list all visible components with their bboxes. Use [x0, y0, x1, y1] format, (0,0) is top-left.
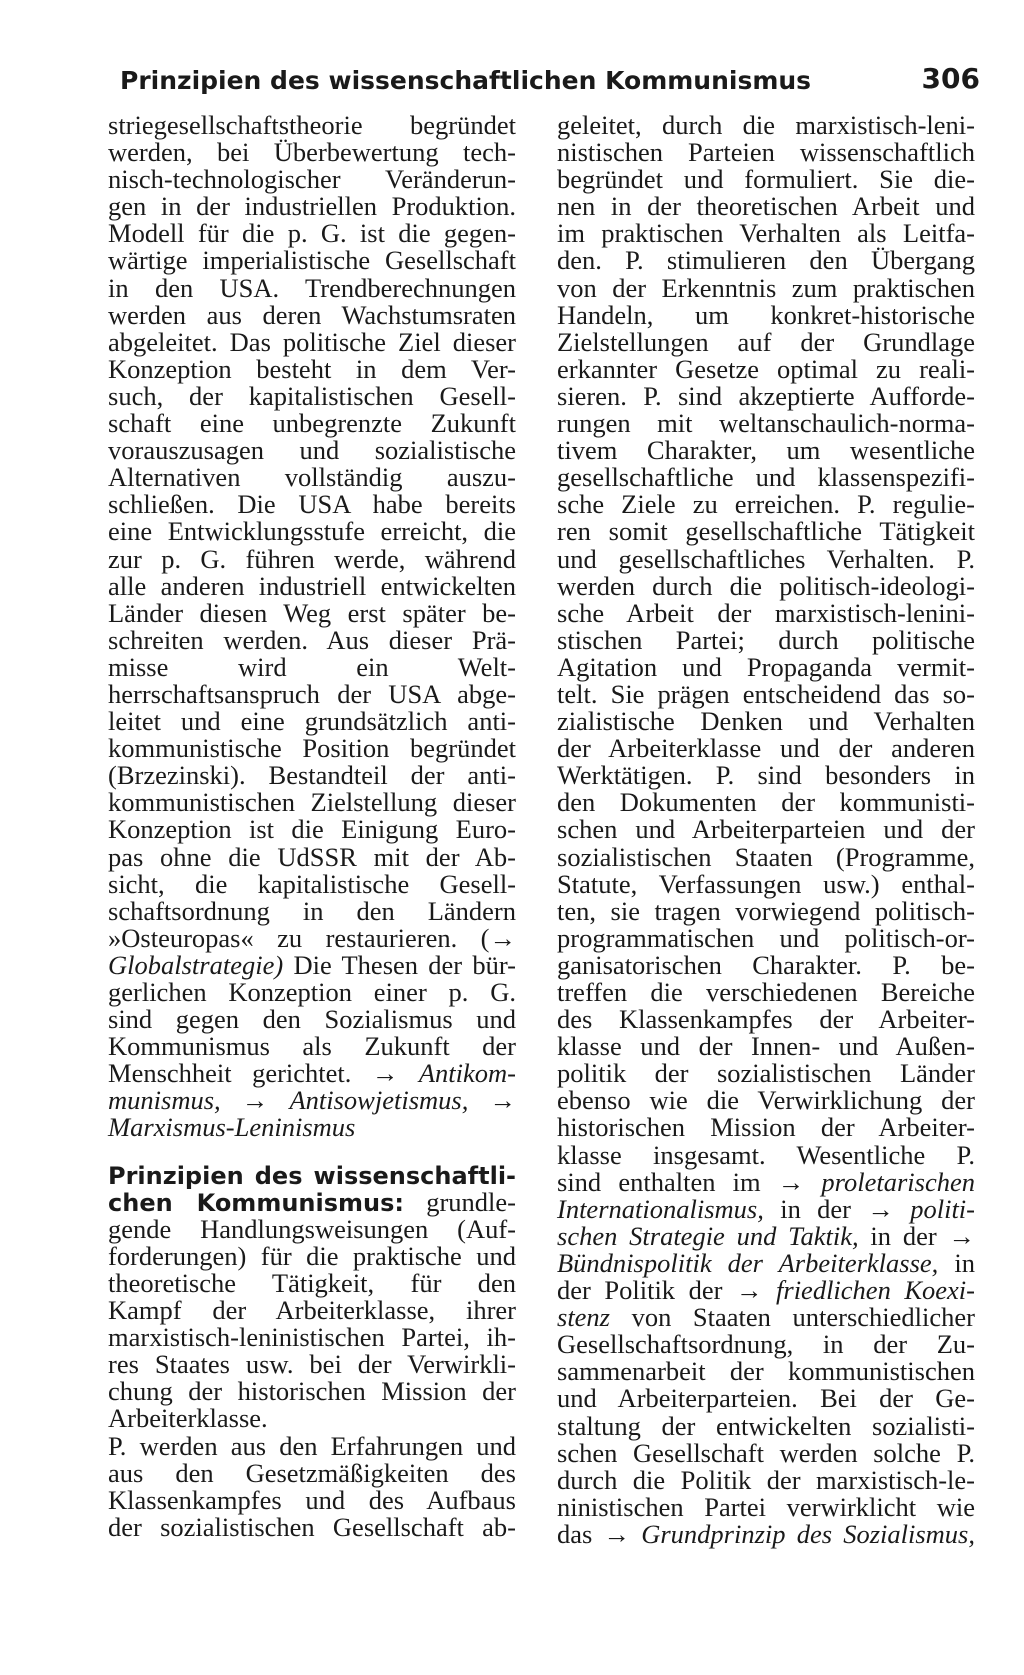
text-line: nisch-technologischer Veränderun- [108, 164, 516, 195]
text-line [557, 1304, 975, 1331]
text-line: aus den Gesetzmäßigkeiten des [108, 1457, 516, 1488]
text-line: politik der sozialistischen Länder [557, 1058, 975, 1089]
text-line: Kampf der Arbeiterklasse, ihrer [108, 1295, 516, 1326]
text-line: klasse insgesamt. Wesentliche P. [557, 1139, 975, 1170]
text-line: und Arbeiterparteien. Bei der Ge- [557, 1383, 975, 1414]
text-span: von Staaten unterschiedlicher [610, 1302, 975, 1333]
text-line: sicht, die kapitalistische Gesell- [108, 868, 516, 899]
text-span: der Politik der → [557, 1275, 777, 1306]
text-line: tivem Charakter, um wesentliche [557, 435, 975, 466]
right-column [557, 112, 975, 1548]
text-line: sche Arbeit der marxistisch-lenini- [557, 597, 975, 628]
text-line: ninistischen Partei verwirklicht wie [557, 1491, 975, 1522]
text-line: programmatischen und politisch-or- [557, 922, 975, 953]
cross-reference[interactable]: stenz [557, 1302, 610, 1333]
text-line: Alternativen vollständig auszu- [108, 462, 516, 493]
text-line: des Klassenkampfes der Arbeiter- [557, 1004, 975, 1035]
page-number: 306 [921, 62, 980, 95]
text-span: Menschheit gerichtet. → [108, 1058, 419, 1089]
text-line: striegesellschaftstheorie begründet [108, 110, 516, 140]
entry-headword: chen Kommunismus: [108, 1188, 404, 1217]
arrow-glyph: → [220, 1085, 290, 1116]
text-line: res Staates usw. bei der Verwirkli- [108, 1349, 516, 1380]
text-line: gerlichen Konzeption einer p. G. [108, 977, 516, 1007]
text-span: sind enthalten im → [557, 1166, 822, 1197]
text-line: erkannter Gesetze optimal zu reali- [557, 353, 975, 384]
text-line: klasse und der Innen- und Außen- [557, 1031, 975, 1062]
text-line: Zielstellungen auf der Grundlage [557, 326, 975, 357]
text-line [108, 1186, 516, 1217]
cross-reference[interactable]: munismus, [108, 1085, 221, 1116]
cross-reference[interactable]: friedlichen Koexi- [776, 1275, 975, 1306]
cross-reference[interactable]: Grundprinzip des Sozialismus, [641, 1518, 975, 1549]
text-line: Arbeiterklasse. [108, 1403, 268, 1434]
text-line: sozialistischen Staaten (Programme, [557, 841, 975, 872]
text-line: theoretische Tätigkeit, für den [108, 1267, 516, 1298]
text-line: telt. Sie prägen entscheidend das so- [557, 678, 975, 709]
text-line: ganisatorischen Charakter. P. be- [557, 949, 975, 980]
text-line: zur p. G. führen werde, während [108, 543, 516, 574]
text-span: das → [557, 1518, 642, 1549]
cross-reference[interactable]: Internationalismus, [557, 1193, 764, 1224]
text-line [557, 1166, 975, 1197]
text-line: im praktischen Verhalten als Leitfa- [557, 218, 975, 249]
cross-reference[interactable]: Bündnispolitik der Arbeiterklasse, [557, 1247, 939, 1278]
text-line: werden, bei Überbewertung tech- [108, 137, 516, 168]
text-line: Statute, Verfassungen usw.) enthal- [557, 868, 975, 899]
cross-reference[interactable]: Antisowjetismus, [289, 1085, 469, 1116]
text-line: in den USA. Trendberechnungen [108, 272, 516, 303]
entry-gap [108, 1142, 516, 1162]
text-line: rungen mit weltanschaulich-norma- [557, 408, 975, 439]
text-line: P. werden aus den Erfahrungen und [108, 1430, 516, 1461]
text-line: und gesellschaftliches Verhalten. P. [557, 543, 975, 574]
text-line: sche Ziele zu erreichen. P. regulie- [557, 489, 975, 520]
text-line: such, der kapitalistischen Gesell- [108, 380, 516, 411]
text-line: Kommunismus als Zukunft der [108, 1031, 516, 1062]
text-line: sind gegen den Sozialismus und [108, 1004, 516, 1035]
text-line: treffen die verschiedenen Bereiche [557, 977, 975, 1007]
cross-reference[interactable]: Globalstrategie) [108, 949, 284, 980]
text-line: »Osteuropas« zu restaurieren. (→ [108, 922, 516, 953]
text-line: geleitet, durch die marxistisch-leni- [557, 110, 975, 140]
text-line: von der Erkenntnis zum praktischen [557, 272, 975, 303]
text-line [557, 1277, 975, 1304]
text-line: zialistische Denken und Verhalten [557, 706, 975, 737]
text-line: Konzeption besteht in dem Ver- [108, 353, 516, 384]
text-line: gende Handlungsweisungen (Auf- [108, 1213, 516, 1244]
text-line: historischen Mission der Arbeiter- [557, 1112, 975, 1143]
entry-headword: Prinzipien des wissenschaftli- [108, 1161, 516, 1190]
text-line: ren somit gesellschaftliche Tätigkeit [557, 516, 975, 547]
text-line: schen und Arbeiterparteien und der [557, 814, 975, 845]
cross-reference[interactable]: Antikom- [418, 1058, 516, 1089]
text-line [108, 1114, 516, 1141]
text-line: misse wird ein Welt- [108, 651, 516, 682]
text-line [108, 1087, 516, 1114]
text-line: den Dokumenten der kommunisti- [557, 787, 975, 818]
text-line: werden aus deren Wachstumsraten [108, 299, 516, 330]
text-line: staltung der entwickelten sozialisti- [557, 1410, 975, 1441]
text-line: begründet und formuliert. Sie die- [557, 164, 975, 195]
text-line: schließen. Die USA habe bereits [108, 489, 516, 520]
text-line: sieren. P. sind akzeptierte Aufforde- [557, 380, 975, 411]
cross-reference[interactable]: schen Strategie und Taktik, [557, 1220, 859, 1251]
text-line [557, 1220, 975, 1251]
text-line: Handeln, um konkret-historische [557, 299, 975, 330]
text-line: herrschaftsanspruch der USA abge- [108, 678, 516, 709]
cross-reference[interactable]: politi- [910, 1193, 975, 1224]
text-line: kommunistischen Zielstellung dieser [108, 787, 516, 818]
text-line: marxistisch-leninistischen Partei, ih- [108, 1322, 516, 1353]
text-line: Klassenkampfes und des Aufbaus [108, 1484, 516, 1515]
text-line: schaft eine unbegrenzte Zukunft [108, 408, 516, 439]
text-line [108, 1060, 516, 1087]
text-line: ebenso wie die Verwirklichung der [557, 1085, 975, 1116]
text-line: stischen Partei; durch politische [557, 624, 975, 655]
text-line: chung der historischen Mission der [108, 1376, 516, 1407]
text-span: in der → [763, 1193, 911, 1224]
running-head [120, 62, 980, 102]
text-line: nistischen Parteien wissenschaftlich [557, 137, 975, 168]
text-line: abgeleitet. Das politische Ziel dieser [108, 326, 516, 357]
text-line: nen in der theoretischen Arbeit und [557, 191, 975, 222]
text-line: werden durch die politisch-ideologi- [557, 570, 975, 601]
text-line: ten, sie tragen vorwiegend politisch- [557, 895, 975, 926]
text-span: in der → [858, 1220, 975, 1251]
text-line: der sozialistischen Gesellschaft ab- [108, 1511, 516, 1542]
cross-reference[interactable]: Marxismus-Leninismus [108, 1112, 356, 1143]
text-line: Werktätigen. P. sind besonders in [557, 760, 975, 791]
text-line: vorauszusagen und sozialistische [108, 435, 516, 466]
text-line: gesellschaftliche und klassenspezifi- [557, 462, 975, 493]
left-column [108, 112, 516, 1541]
cross-reference[interactable]: proletarischen [821, 1166, 975, 1197]
text-line [557, 1247, 975, 1278]
text-line: schen Gesellschaft werden solche P. [557, 1437, 975, 1468]
text-line: leitet und eine grundsätzlich anti- [108, 706, 516, 737]
text-span: in [938, 1247, 975, 1278]
text-line: gen in der industriellen Produktion. [108, 191, 516, 222]
text-line [557, 1518, 975, 1549]
text-line: den. P. stimulieren den Übergang [557, 245, 975, 276]
text-line: Konzeption ist die Einigung Euro- [108, 814, 516, 845]
text-line: sammenarbeit der kommunistischen [557, 1356, 975, 1387]
text-line: pas ohne die UdSSR mit der Ab- [108, 841, 516, 872]
text-line: wärtige imperialistische Gesellschaft [108, 245, 516, 276]
text-line: (Brzezinski). Bestandteil der anti- [108, 760, 516, 791]
entry-headword-line [108, 1162, 516, 1189]
text-line: Länder diesen Weg erst später be- [108, 597, 516, 628]
text-line: Agitation und Propaganda vermit- [557, 651, 975, 682]
text-line: schreiten werden. Aus dieser Prä- [108, 624, 516, 655]
text-line: eine Entwicklungsstufe erreicht, die [108, 516, 516, 547]
text-line: schaftsordnung in den Ländern [108, 895, 516, 926]
text-span: Die Thesen der bür- [283, 949, 516, 980]
text-line: kommunistische Position begründet [108, 733, 516, 764]
text-line [108, 949, 516, 980]
text-line: durch die Politik der marxistisch-le- [557, 1464, 975, 1495]
text-line: forderungen) für die praktische und [108, 1240, 516, 1271]
text-line: alle anderen industriell entwickelten [108, 570, 516, 601]
running-head-title: Prinzipien des wissenschaftlichen Kommunismus [120, 66, 812, 95]
text-line: Modell für die p. G. ist die gegen- [108, 218, 516, 249]
text-line: der Arbeiterklasse und der anderen [557, 733, 975, 764]
arrow-glyph: → [468, 1085, 516, 1116]
text-line: Gesellschaftsordnung, in der Zu- [557, 1329, 975, 1360]
text-line [557, 1193, 975, 1224]
text-span: grundle- [403, 1186, 516, 1217]
